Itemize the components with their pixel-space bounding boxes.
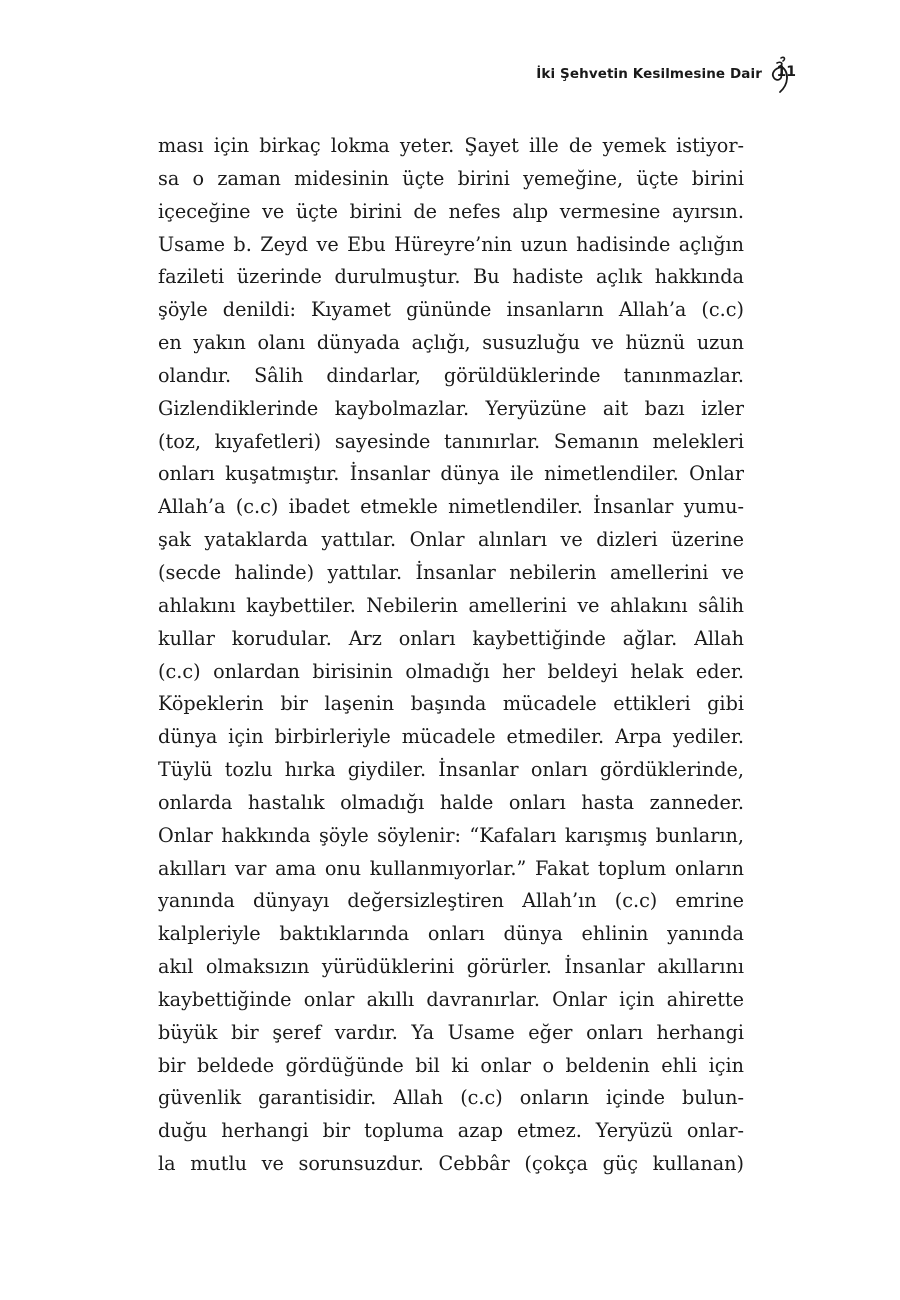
text-line: onlarda hastalık olmadığı halde onları hasta zanneder.	[158, 790, 744, 814]
text-line: Usame b. Zeyd ve Ebu Hüreyre’nin uzun hadisinde açlığın	[158, 232, 744, 256]
text-line: kalpleriyle baktıklarında onları dünya ehlinin yanında	[158, 922, 744, 946]
text-line: akıl olmaksızın yürüdüklerini görürler. İnsanlar akıllarını	[158, 955, 744, 979]
text-line: bir beldede gördüğünde bil ki onlar o beldenin ehli için	[158, 1053, 744, 1077]
text-line: dünya için birbirleriyle mücadele etmediler. Arpa yediler.	[158, 725, 744, 749]
text-line: akılları var ama onu kullanmıyorlar.” Fakat toplum onların	[158, 856, 744, 880]
text-line: la mutlu ve sorunsuzdur. Cebbâr (çokça güç kullanan)	[158, 1152, 744, 1176]
text-line: fazileti üzerinde durulmuştur. Bu hadiste açlık hakkında	[158, 265, 744, 289]
text-line: duğu herhangi bir topluma azap etmez. Yeryüzü onlar-	[158, 1119, 744, 1143]
text-line: büyük bir şeref vardır. Ya Usame eğer onları herhangi	[158, 1020, 744, 1044]
text-line: Onlar hakkında şöyle söylenir: “Kafaları karışmış bunların,	[158, 823, 744, 847]
text-line: (c.c) onlardan birisinin olmadığı her beldeyi helak eder.	[158, 659, 744, 683]
text-line: ması için birkaç lokma yeter. Şayet ille de yemek istiyor-	[158, 134, 744, 157]
text-line: kullar korudular. Arz onları kaybettiğinde ağlar. Allah	[158, 626, 744, 650]
text-line: içeceğine ve üçte birini de nefes alıp vermesine ayırsın.	[158, 199, 744, 223]
text-line: Tüylü tozlu hırka giydiler. İnsanlar onları gördüklerinde,	[158, 758, 744, 782]
text-line: Allah’a (c.c) ibadet etmekle nimetlendiler. İnsanlar yumu-	[158, 495, 744, 519]
running-title: İki Şehvetin Kesilmesine Dair	[536, 66, 762, 82]
running-header	[536, 52, 790, 96]
text-line: (secde halinde) yattılar. İnsanlar nebilerin amellerini ve	[158, 560, 744, 584]
body-text	[158, 130, 744, 1181]
text-line: kaybettiğinde onlar akıllı davranırlar. Onlar için ahirette	[158, 987, 744, 1011]
text-line: en yakın olanı dünyada açlığı, susuzluğu ve hüznü uzun	[158, 331, 744, 355]
page-number: 11	[776, 64, 796, 80]
text-line: güvenlik garantisidir. Allah (c.c) onların içinde bulun-	[158, 1086, 744, 1110]
text-line: şöyle denildi: Kıyamet gününde insanların Allah’a (c.c)	[158, 298, 744, 322]
text-line: onları kuşatmıştır. İnsanlar dünya ile nimetlendiler. Onlar	[158, 462, 744, 486]
text-line: (toz, kıyafetleri) sayesinde tanınırlar. Semanın melekleri	[158, 429, 744, 453]
text-line: sa o zaman midesinin üçte birini yemeğine, üçte birini	[158, 166, 744, 190]
text-line: olandır. Sâlih dindarlar, görüldüklerinde tanınmazlar.	[158, 363, 744, 387]
text-line: şak yataklarda yattılar. Onlar alınları ve dizleri üzerine	[158, 528, 744, 552]
text-line: Gizlendiklerinde kaybolmazlar. Yeryüzüne ait bazı izler	[158, 396, 744, 420]
text-line: ahlakını kaybettiler. Nebilerin amellerini ve ahlakını sâlih	[158, 593, 744, 617]
text-line: yanında dünyayı değersizleştiren Allah’ın (c.c) emrine	[158, 889, 744, 913]
text-line: Köpeklerin bir laşenin başında mücadele ettikleri gibi	[158, 692, 744, 716]
